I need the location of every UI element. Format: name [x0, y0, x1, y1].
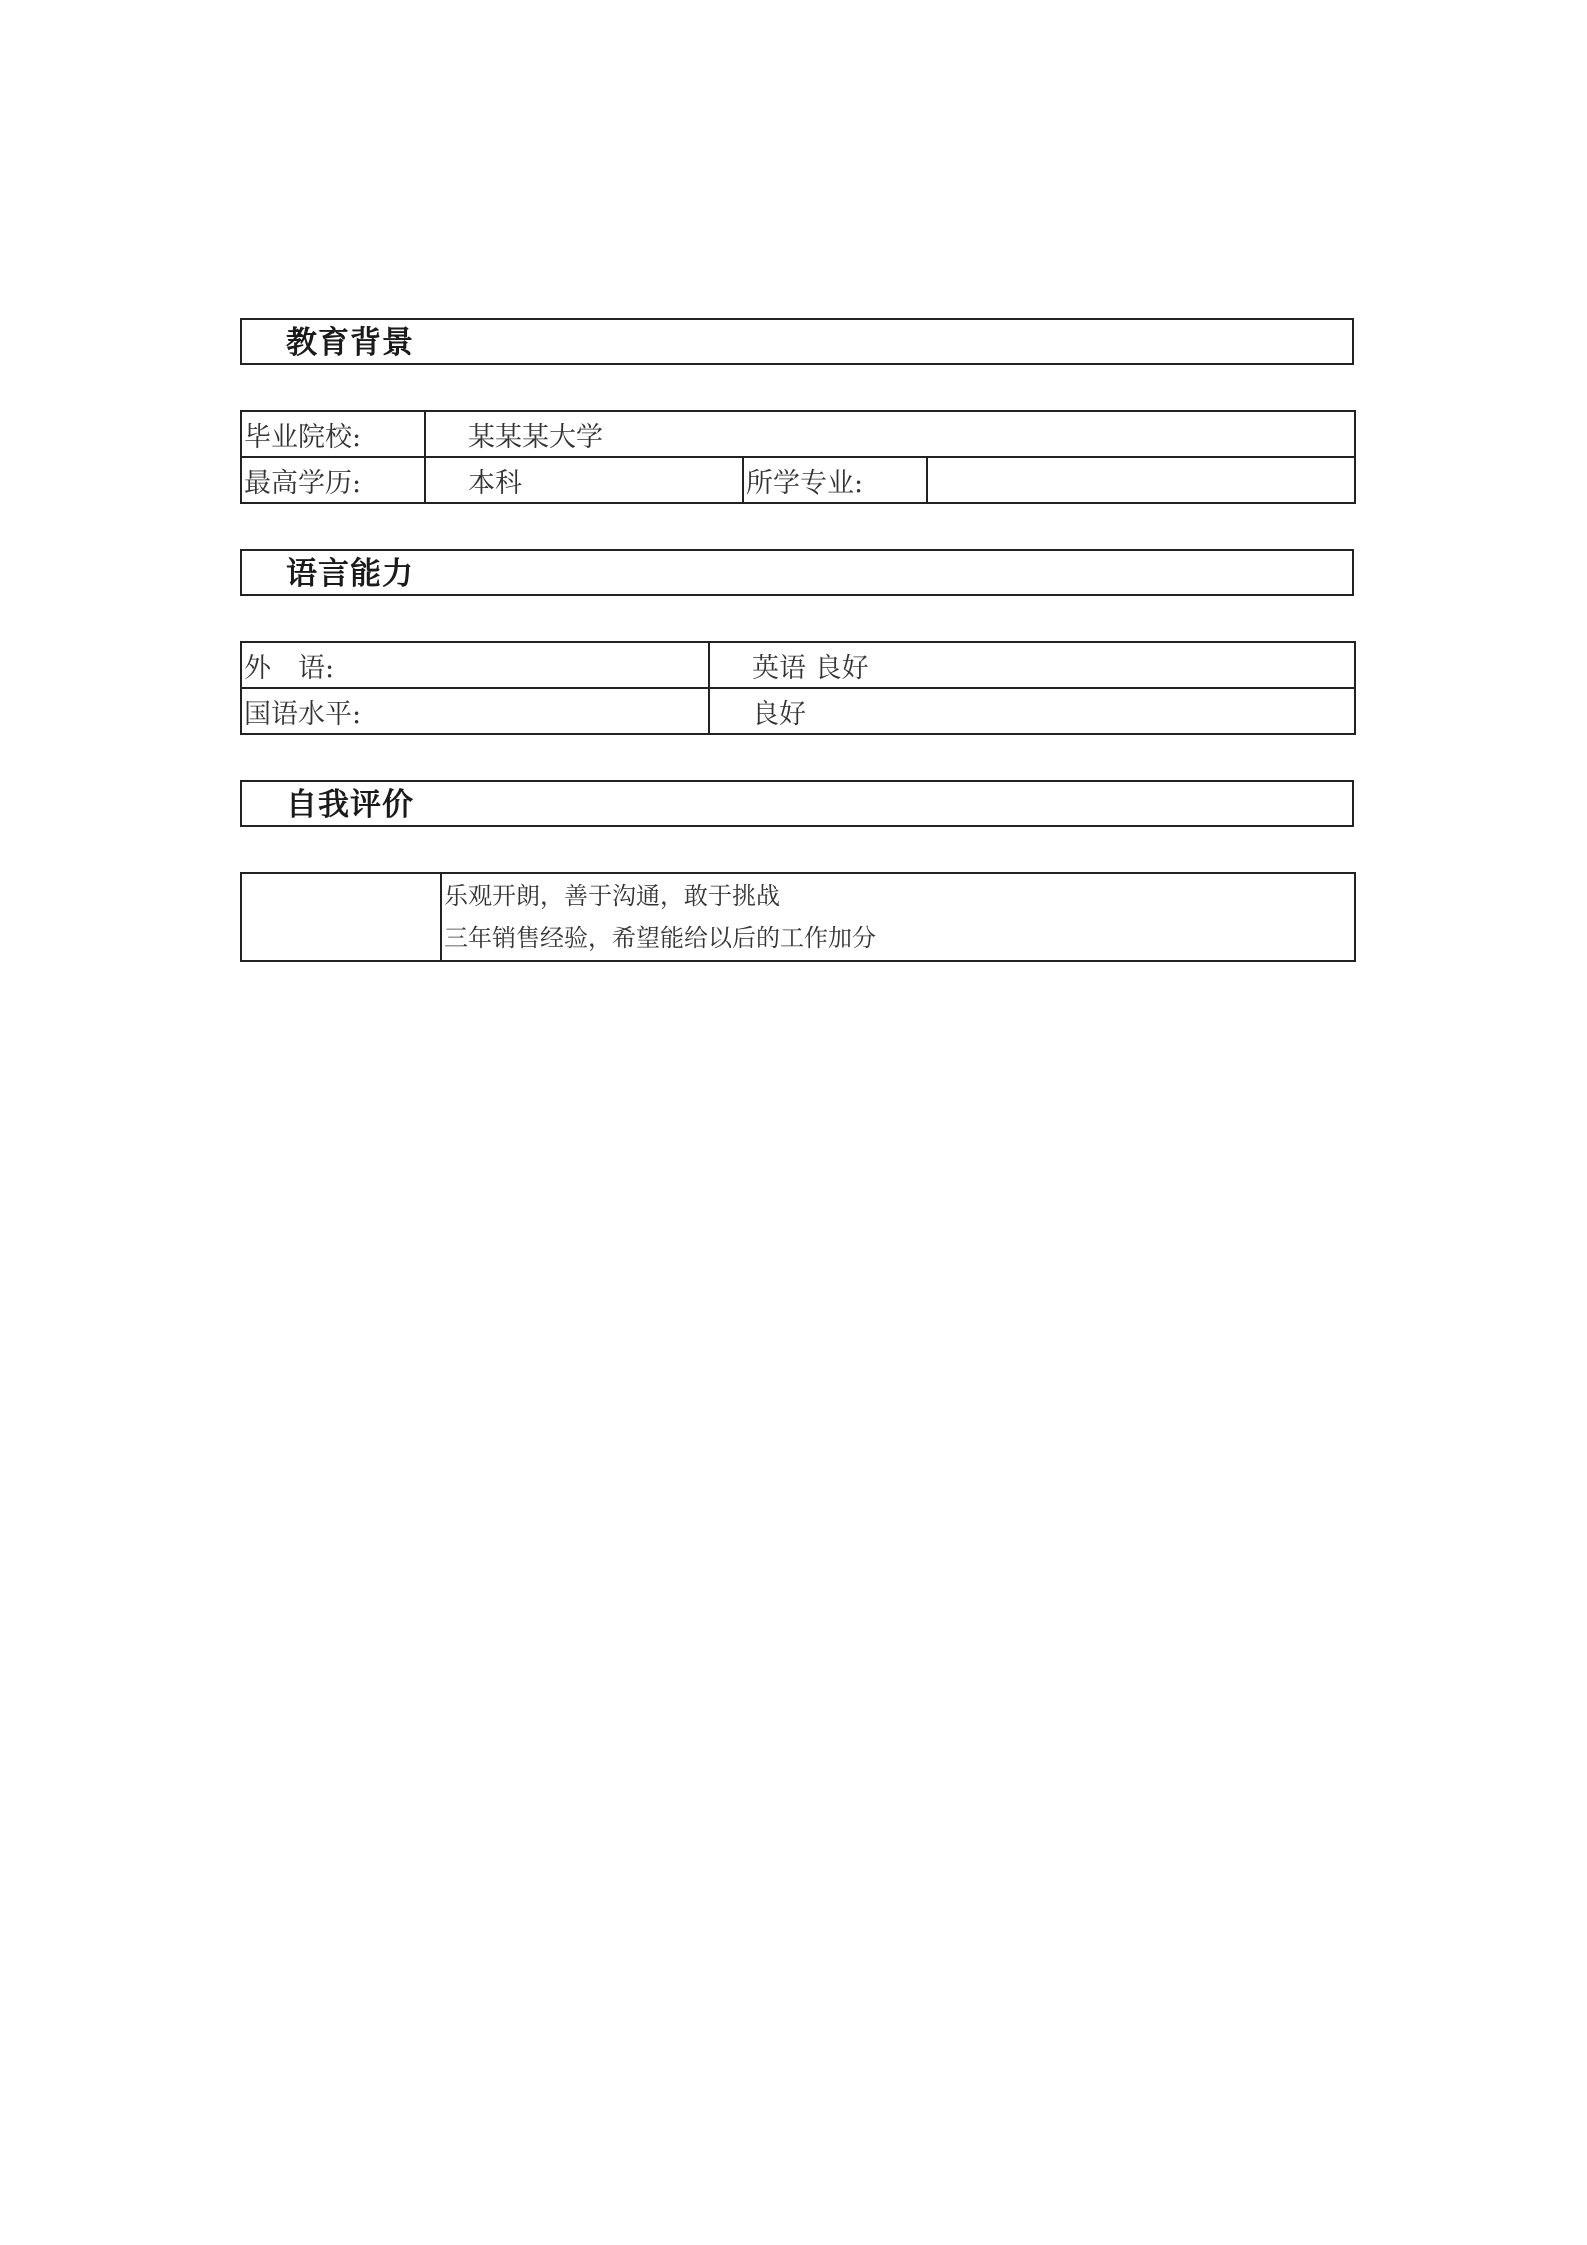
degree-value: 本科 — [425, 457, 743, 503]
table-row — [241, 457, 1355, 503]
foreign-language-label: 外 语: — [241, 642, 709, 688]
self-eval-left-cell — [241, 873, 441, 961]
language-section-header — [240, 549, 1354, 596]
education-section-title: 教育背景 — [286, 325, 414, 361]
table-row — [241, 688, 1355, 734]
self-eval-line: 三年销售经验，希望能给以后的工作加分 — [444, 924, 876, 952]
education-table — [240, 410, 1356, 504]
table-row — [241, 642, 1355, 688]
school-label: 毕业院校: — [241, 411, 425, 457]
degree-label: 最高学历: — [241, 457, 425, 503]
major-label: 所学专业: — [743, 457, 927, 503]
self-eval-table — [240, 872, 1356, 962]
language-section-title: 语言能力 — [286, 556, 414, 592]
self-eval-line: 乐观开朗，善于沟通，敢于挑战 — [444, 882, 780, 910]
major-value — [927, 457, 1355, 503]
foreign-language-value: 英语 良好 — [709, 642, 1355, 688]
language-table — [240, 641, 1356, 735]
table-row — [241, 411, 1355, 457]
mandarin-level-label: 国语水平: — [241, 688, 709, 734]
self-eval-text — [441, 873, 1355, 961]
table-row — [241, 873, 1355, 961]
mandarin-level-value: 良好 — [709, 688, 1355, 734]
school-value: 某某某大学 — [425, 411, 1355, 457]
self-eval-section-header — [240, 780, 1354, 827]
self-eval-section-title: 自我评价 — [286, 787, 414, 823]
education-section-header — [240, 318, 1354, 365]
